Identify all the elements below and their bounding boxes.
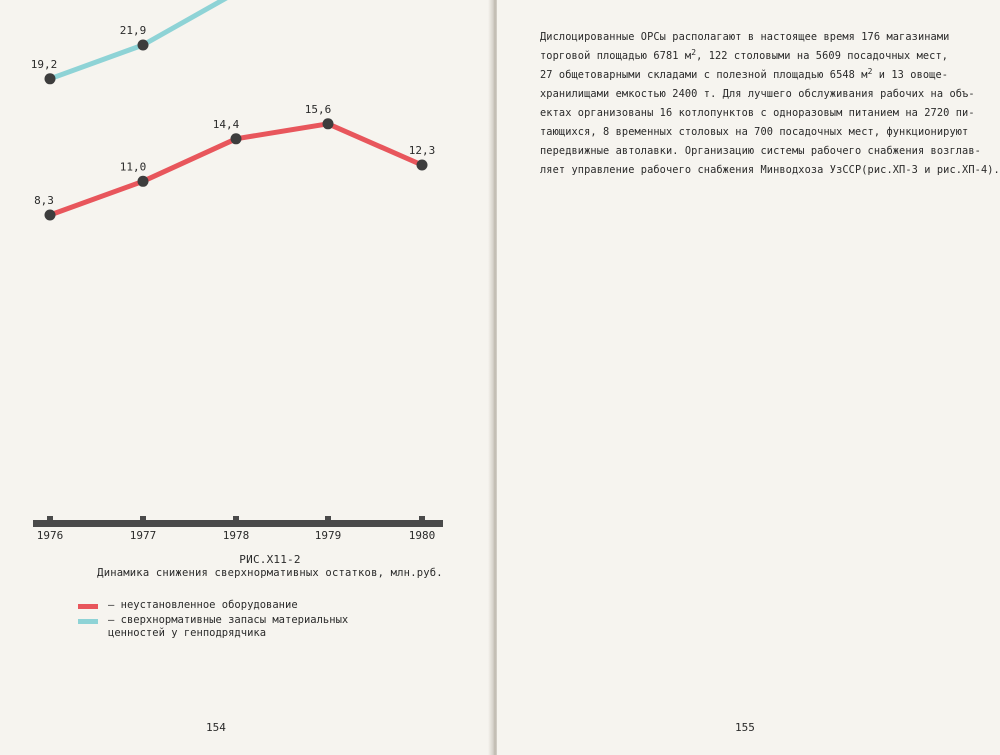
figure-number: РИС.Х11-2 [239, 553, 301, 566]
text-segment: , 122 столовыми на 5609 посадочных мест, [696, 50, 949, 62]
series-layer [31, 0, 436, 221]
legend-item-equipment [78, 599, 408, 612]
text-line [540, 142, 981, 161]
superscript: 2 [867, 67, 873, 76]
text-line [540, 28, 970, 47]
data-label: 19,2 [30, 57, 58, 71]
legend-label: – сверхнормативные запасы материальных ценностей у генподрядчика [108, 614, 349, 639]
text-line [540, 161, 1000, 180]
text-segment: торговой площадью 6781 м [540, 50, 692, 62]
legend-label: – неустановленное оборудование [108, 599, 298, 611]
data-point [138, 40, 149, 51]
x-tick-label: 1980 [408, 529, 436, 542]
text-line [540, 85, 975, 104]
x-tick-label: 1976 [36, 529, 64, 542]
x-tick-label: 1979 [314, 529, 342, 542]
page-number-left: 154 [206, 721, 226, 734]
text-segment: ляет управление рабочего снабжения Минводхоза УзССР(рис.ХП-3 и рис.ХП-4). [540, 164, 1000, 176]
text-segment: хранилищами емкостью 2400 т. Для лучшего обслуживания рабочих на объ- [540, 88, 975, 100]
data-point [417, 160, 428, 171]
legend-swatch-cyan [78, 619, 98, 624]
data-point [45, 73, 56, 84]
data-label: 8,3 [34, 194, 54, 207]
left-page [0, 0, 492, 755]
text-segment: 27 общетоварными складами с полезной площадью 6548 м [540, 69, 868, 81]
text-segment: Дислоцированные ОРСы располагают в настоящее время 176 магазинами [540, 31, 950, 43]
x-axis-tick [47, 516, 53, 522]
data-label: 12,3 [408, 144, 436, 157]
series-line-1 [50, 0, 422, 79]
x-tick-labels [37, 529, 436, 542]
legend [78, 599, 408, 642]
data-label: 21,9 [119, 24, 147, 37]
text-line [540, 123, 970, 142]
text-line [540, 66, 970, 85]
text-segment: тающихся, 8 временных столовых на 700 посадочных мест, функционируют [540, 126, 969, 138]
x-axis-tick [325, 516, 331, 522]
legend-item-materials [78, 614, 408, 640]
page-number-right: 155 [735, 721, 755, 734]
line-chart [0, 0, 492, 560]
figure-title: Динамика снижения сверхнормативных остатков, млн.руб. [97, 567, 443, 579]
body-text [540, 28, 1000, 180]
text-segment: ектах организованы 16 котлопунктов с одноразовым питанием на 2720 пи- [540, 107, 975, 119]
data-label: 11,0 [119, 160, 147, 174]
data-label: 14,4 [212, 117, 240, 131]
x-axis-tick [419, 516, 425, 522]
x-tick-label: 1978 [222, 529, 250, 542]
x-tick-label: 1977 [129, 529, 157, 542]
legend-swatch-red [78, 604, 98, 609]
text-line [540, 47, 970, 66]
x-axis-tick [140, 516, 146, 522]
text-segment: и 13 овоще- [872, 69, 949, 81]
superscript: 2 [691, 48, 697, 57]
data-point [138, 176, 149, 187]
text-segment: передвижные автолавки. Организацию системы рабочего снабжения возглав- [540, 145, 981, 157]
data-point [323, 118, 334, 129]
x-axis [33, 516, 443, 527]
data-label: 15,6 [304, 102, 332, 116]
data-point [231, 133, 242, 144]
text-line [540, 104, 975, 123]
data-point [45, 210, 56, 221]
x-axis-tick [233, 516, 239, 522]
